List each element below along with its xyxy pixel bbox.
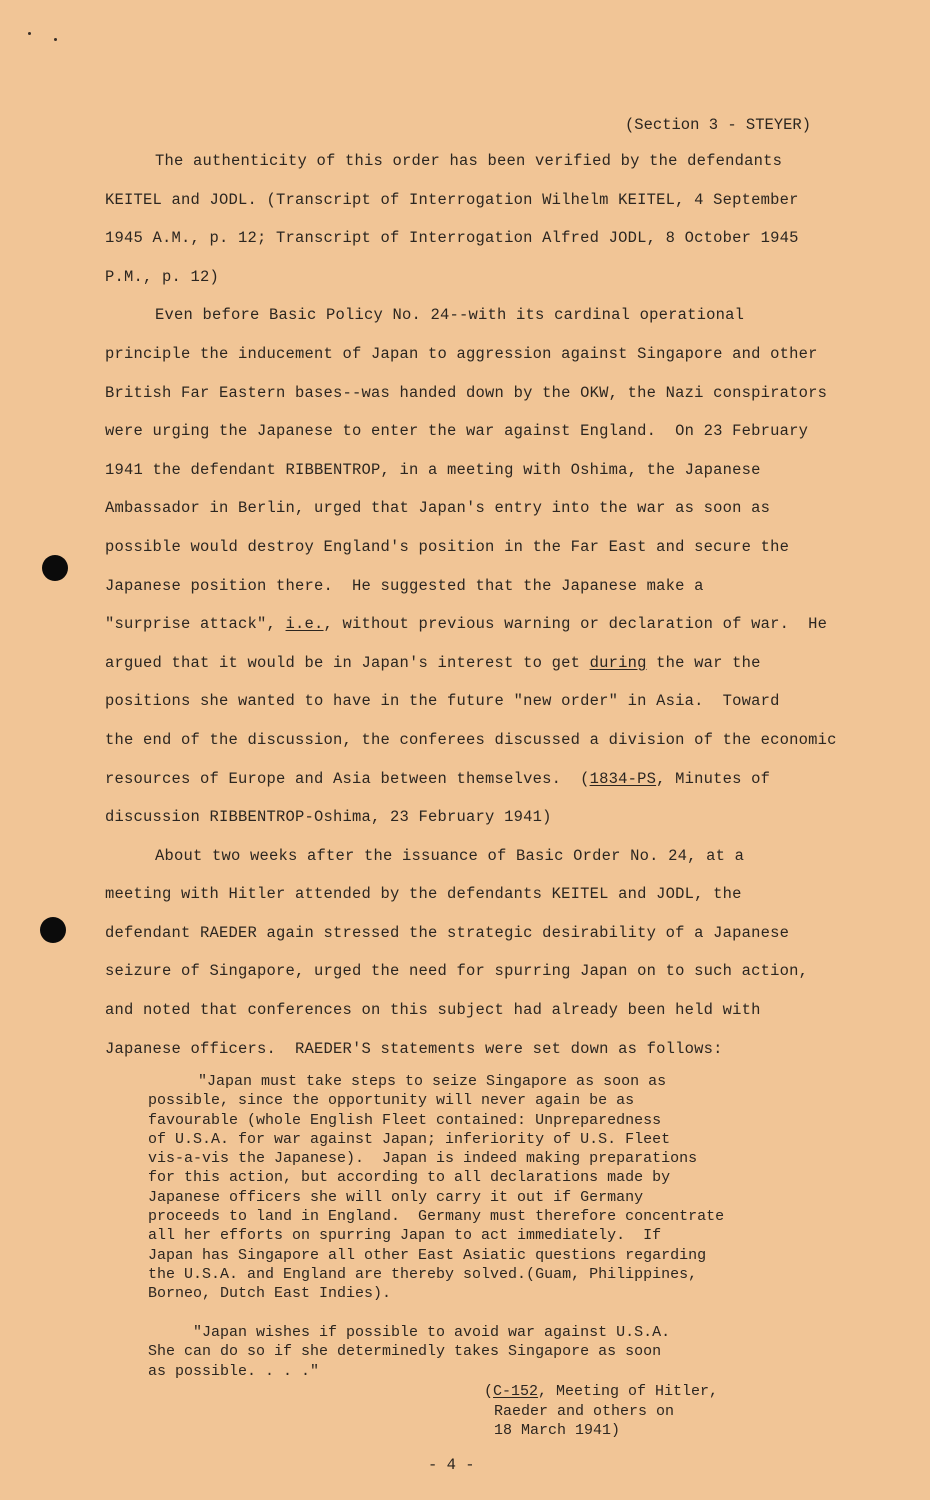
text-line: were urging the Japanese to enter the war against England. On 23 February [105, 422, 809, 441]
text-line: positions she wanted to have in the future "new order" in Asia. Toward [105, 692, 780, 711]
quote-line: all her efforts on spurring Japan to act immediately. If [148, 1227, 662, 1245]
quote-line: the U.S.A. and England are thereby solved.(Guam, Philippines, [148, 1265, 698, 1283]
quote-line: "Japan must take steps to seize Singapore as soon as [198, 1073, 667, 1090]
text-line: KEITEL and JODL. (Transcript of Interrogation Wilhelm KEITEL, 4 September [105, 190, 799, 209]
citation [484, 1382, 718, 1441]
citation-text: , Meeting of Hitler, [538, 1383, 719, 1400]
citation-text: 18 March 1941) [494, 1422, 621, 1439]
underlined-abbreviation: i.e. [285, 615, 324, 634]
paper-speck [28, 32, 31, 35]
text-line: P.M., p. 12) [105, 267, 220, 286]
text-line: possible would destroy England's position in the Far East and secure the [105, 537, 790, 556]
document-reference: C-152 [493, 1383, 539, 1400]
text-line: the end of the discussion, the conferees discussed a division of the economic [105, 730, 837, 749]
paper-speck [54, 38, 57, 41]
text-line: Japanese position there. He suggested that the Japanese make a [105, 576, 704, 595]
punch-hole [42, 555, 68, 581]
text-segment: , without previous warning or declaration of war. He [323, 615, 828, 634]
quote-line: Japanese officers she will only carry it out if Germany [148, 1188, 644, 1206]
quote-line: Japan has Singapore all other East Asiatic questions regarding [148, 1246, 707, 1264]
text-line: 1945 A.M., p. 12; Transcript of Interrogation Alfred JODL, 8 October 1945 [105, 229, 799, 248]
punch-hole [40, 917, 66, 943]
text-line [105, 605, 850, 644]
quote-line: "Japan wishes if possible to avoid war against U.S.A. [193, 1324, 671, 1341]
text-line: principle the inducement of Japan to aggression against Singapore and other [105, 344, 818, 363]
text-line: The authenticity of this order has been verified by the defendants [155, 152, 783, 170]
quote-line: proceeds to land in England. Germany must therefore concentrate [148, 1208, 725, 1226]
text-segment: resources of Europe and Asia between themselves. ( [105, 769, 590, 788]
citation-text: Raeder and others on [494, 1402, 675, 1420]
underlined-word: during [589, 653, 647, 672]
block-quote [148, 1323, 778, 1381]
block-quote [148, 1072, 778, 1304]
page-number: - 4 - [428, 1456, 475, 1474]
text-segment: argued that it would be in Japan's interest to get [105, 653, 590, 672]
text-line: Japanese officers. RAEDER'S statements were set down as follows: [105, 1039, 723, 1058]
quote-line: Borneo, Dutch East Indies). [148, 1285, 392, 1303]
body-text [105, 142, 850, 1068]
text-segment: "surprise attack", [105, 615, 286, 634]
section-header: (Section 3 - STEYER) [625, 116, 812, 134]
text-line [105, 644, 850, 683]
text-line: discussion RIBBENTROP-Oshima, 23 February 1941) [105, 808, 552, 827]
quote-line: possible, since the opportunity will never again be as [148, 1092, 635, 1110]
text-line: 1941 the defendant RIBBENTROP, in a meeting with Oshima, the Japanese [105, 460, 761, 479]
quote-line: vis-a-vis the Japanese). Japan is indeed making preparations [148, 1150, 698, 1168]
text-segment: the war the [646, 653, 761, 672]
text-line: British Far Eastern bases--was handed down by the OKW, the Nazi conspirators [105, 383, 828, 402]
text-line: About two weeks after the issuance of Basic Order No. 24, at a [155, 846, 745, 865]
quote-line: of U.S.A. for war against Japan; inferiority of U.S. Fleet [148, 1130, 671, 1148]
citation-open: ( [484, 1383, 494, 1400]
text-segment: , Minutes of [656, 769, 771, 788]
text-line: defendant RAEDER again stressed the strategic desirability of a Japanese [105, 923, 790, 942]
quote-line: favourable (whole English Fleet contained: Unpreparedness [148, 1111, 662, 1129]
text-line: Even before Basic Policy No. 24--with its cardinal operational [155, 306, 745, 325]
text-line: meeting with Hitler attended by the defendants KEITEL and JODL, the [105, 885, 742, 904]
quote-line: for this action, but according to all declarations made by [148, 1169, 671, 1187]
text-line: Ambassador in Berlin, urged that Japan's entry into the war as soon as [105, 499, 771, 518]
text-line [105, 760, 850, 799]
document-reference: 1834-PS [589, 769, 657, 788]
quote-line: as possible. . . ." [148, 1362, 320, 1380]
quote-line: She can do so if she determinedly takes Singapore as soon [148, 1343, 662, 1361]
text-line: and noted that conferences on this subject had already been held with [105, 1001, 761, 1020]
text-line: seizure of Singapore, urged the need for spurring Japan on to such action, [105, 962, 809, 981]
